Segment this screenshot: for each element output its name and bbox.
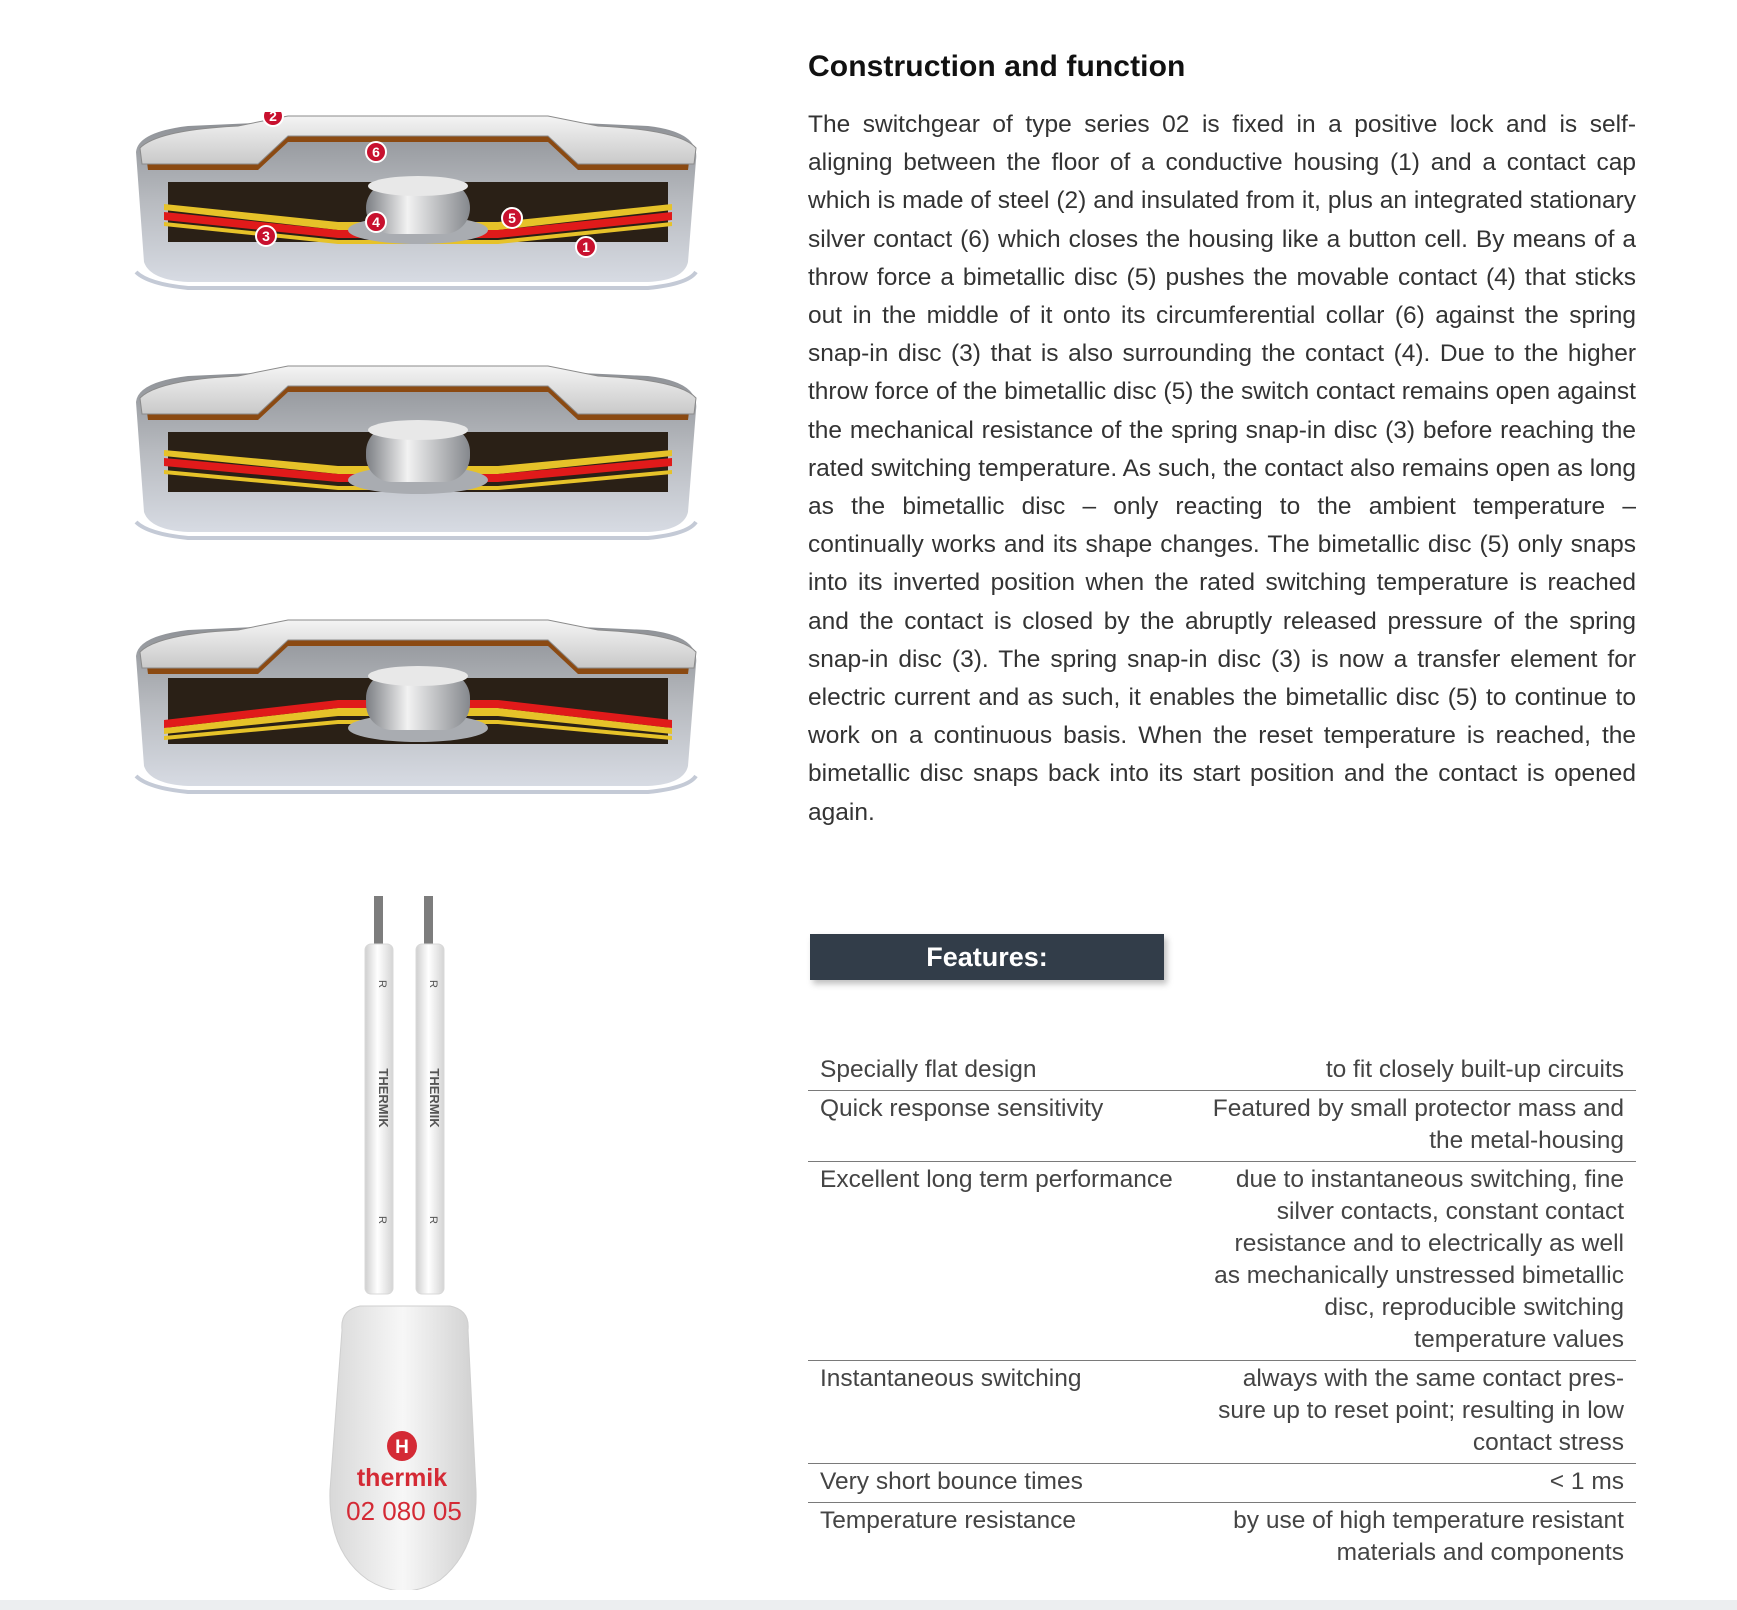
feature-name: Specially flat design bbox=[820, 1056, 1037, 1083]
product-code: 02 080 05 bbox=[346, 1496, 462, 1526]
contact-top bbox=[368, 666, 468, 686]
cross-section-diagram-closed bbox=[128, 616, 708, 806]
thermal-protector-photo bbox=[300, 890, 500, 1590]
thermal-protector-svg bbox=[300, 890, 500, 1590]
cross-section-diagram-open bbox=[128, 112, 708, 302]
wire-right-mark-top: R bbox=[427, 980, 439, 988]
callout-1 bbox=[576, 237, 596, 257]
contact-top bbox=[368, 176, 468, 196]
features-table bbox=[808, 1052, 1636, 1573]
feature-value: always with the same contact pressure up to reset point; resulting in low contact stress bbox=[1198, 1361, 1636, 1464]
feature-value: < 1 ms bbox=[1198, 1464, 1636, 1503]
brand-name: thermik bbox=[356, 1464, 448, 1492]
callout-2 bbox=[263, 112, 283, 126]
table-row bbox=[808, 1052, 1636, 1091]
viewer-bottom-bar bbox=[0, 1600, 1737, 1610]
table-row bbox=[808, 1503, 1636, 1574]
features-heading: Features: bbox=[810, 934, 1164, 980]
callout-6 bbox=[366, 142, 386, 162]
feature-name: Temperature resistance bbox=[808, 1503, 1198, 1574]
wire-left-mark-bottom: R bbox=[376, 1216, 388, 1224]
cross-section-svg bbox=[128, 112, 708, 302]
cross-section-svg bbox=[128, 362, 708, 552]
feature-value: Featured by small protector mass and the metal-housing bbox=[1198, 1091, 1636, 1162]
feature-name: Excellent long term performance bbox=[808, 1162, 1198, 1361]
section-title: Construction and function bbox=[808, 50, 1186, 83]
construction-section bbox=[808, 50, 1636, 832]
feature-value: by use of high temperature resistant materials and components bbox=[1198, 1503, 1636, 1574]
feature-value: to fit closely built-up circuits bbox=[1325, 1056, 1624, 1083]
feature-name: Very short bounce times bbox=[808, 1464, 1198, 1503]
callout-1-label: 1 bbox=[582, 239, 590, 255]
table-row bbox=[808, 1091, 1636, 1162]
callout-4-label: 4 bbox=[372, 214, 380, 230]
wire-right-print: THERMIK bbox=[427, 1068, 442, 1128]
feature-value: due to instantaneous switching, fine silver contacts, constant contact resistance and to electrically as well as mechanically unstressed bimetallic disc, reproducible switching temperature values bbox=[1198, 1162, 1636, 1361]
contact-top bbox=[368, 420, 468, 440]
cross-section-diagram-intermediate bbox=[128, 362, 708, 552]
callout-2-label: 2 bbox=[269, 112, 277, 124]
feature-name: Quick response sensitivity bbox=[808, 1091, 1198, 1162]
wire-right-mark-bottom: R bbox=[427, 1216, 439, 1224]
callout-5-label: 5 bbox=[508, 210, 516, 226]
callout-5 bbox=[502, 208, 522, 228]
conductor-right bbox=[424, 896, 433, 946]
callout-3-label: 3 bbox=[262, 228, 270, 244]
logo-letter: H bbox=[395, 1437, 409, 1458]
feature-name: Instantaneous switching bbox=[808, 1361, 1198, 1464]
thermik-logo bbox=[387, 1431, 417, 1461]
cross-section-svg bbox=[128, 616, 708, 806]
callout-4 bbox=[366, 212, 386, 232]
wire-left-mark-top: R bbox=[376, 980, 388, 988]
callout-6-label: 6 bbox=[372, 144, 380, 160]
conductor-left bbox=[374, 896, 383, 946]
table-row bbox=[808, 1464, 1636, 1503]
section-body: The switchgear of type series 02 is fixed in a positive lock and is self-aligning between the floor of a conductive housing (1) and a contact cap which is made of steel (2) and insulated from it, plus an integrated stationary silver contact (6) which closes the housing like a button cell. By means of a throw force a bimetallic disc (5) pushes the movable contact (4) that sticks out in the middle of it onto its circumferential collar (6) against the spring snap-in disc (3) that is also surrounding the contact (4). Due to the higher throw force of the bimetallic disc (5) the switch contact remains open against the mechanical resistance of the spring snap-in disc (3) before reaching the rated switching temperature. As such, the contact also remains open as long as the bimetallic disc – only reacting to the ambient temperature – continually works and its shape changes. The bimetallic disc (5) only snaps into its inverted position when the rated switching temperature is reached and the contact is closed by the abruptly released pressure of the spring snap-in disc (3). The spring snap-in disc (3) is now a transfer element for electric current and as such, it enables the bimetallic disc (5) to continue to work on a continuous basis. When the reset temperature is reached, the bimetallic disc snaps back into its start position and the contact is opened again. bbox=[808, 111, 1637, 826]
table-row bbox=[808, 1162, 1636, 1361]
table-row bbox=[808, 1361, 1636, 1464]
wire-left-print: THERMIK bbox=[376, 1068, 391, 1128]
callout-3 bbox=[256, 226, 276, 246]
